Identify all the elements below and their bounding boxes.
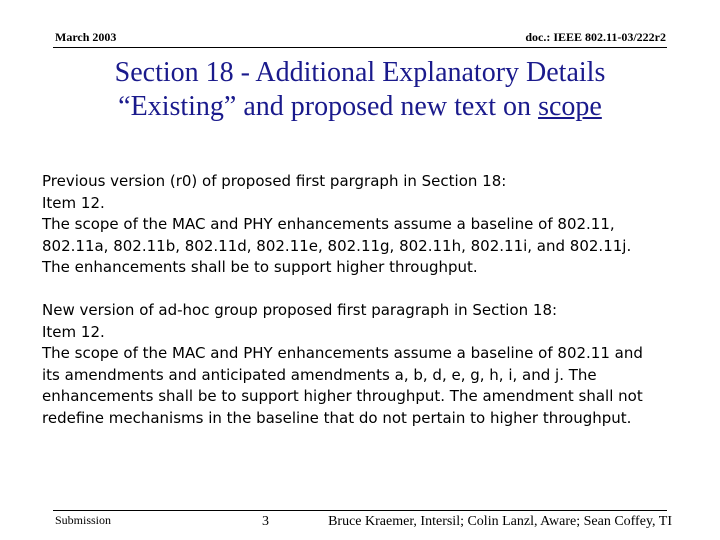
new-version-paragraph bbox=[42, 300, 692, 430]
header-divider bbox=[53, 47, 667, 48]
slide-title bbox=[0, 56, 720, 124]
title-line-1: Section 18 - Additional Explanatory Details bbox=[114, 57, 606, 88]
title-line-2 bbox=[0, 90, 720, 124]
previous-version-item: Item 12. bbox=[42, 193, 105, 212]
title-line-2-text: “Existing” and proposed new text on bbox=[118, 91, 539, 122]
new-version-intro: New version of ad-hoc group proposed first paragraph in Section 18: bbox=[42, 301, 558, 319]
footer-page-number: 3 bbox=[262, 514, 269, 529]
footer-submission-label: Submission bbox=[55, 513, 112, 527]
previous-version-line: The scope of the MAC and PHY enhancements assume a baseline of 802.11, bbox=[42, 215, 615, 234]
previous-version-line: The enhancements shall be to support higher throughput. bbox=[42, 258, 478, 277]
new-version-item: Item 12. bbox=[42, 322, 105, 341]
new-version-line: redefine mechanisms in the baseline that do not pertain to higher throughput. bbox=[42, 408, 632, 427]
previous-version-paragraph bbox=[42, 171, 692, 279]
title-line-2-underlined: scope bbox=[538, 91, 602, 122]
previous-version-intro: Previous version (r0) of proposed first pargraph in Section 18: bbox=[42, 172, 507, 190]
header-date: March 2003 bbox=[55, 30, 117, 44]
footer-divider bbox=[53, 510, 667, 511]
previous-version-line: 802.11a, 802.11b, 802.11d, 802.11e, 802.11g, 802.11h, 802.11i, and 802.11j. bbox=[42, 236, 632, 255]
new-version-line: its amendments and anticipated amendments a, b, d, e, g, h, i, and j. The bbox=[42, 365, 597, 384]
new-version-line: The scope of the MAC and PHY enhancements assume a baseline of 802.11 and bbox=[42, 344, 643, 363]
new-version-line: enhancements shall be to support higher throughput. The amendment shall not bbox=[42, 387, 643, 406]
footer-authors: Bruce Kraemer, Intersil; Colin Lanzl, Aware; Sean Coffey, TI bbox=[328, 514, 672, 529]
header-doc-id: doc.: IEEE 802.11-03/222r2 bbox=[525, 30, 666, 44]
